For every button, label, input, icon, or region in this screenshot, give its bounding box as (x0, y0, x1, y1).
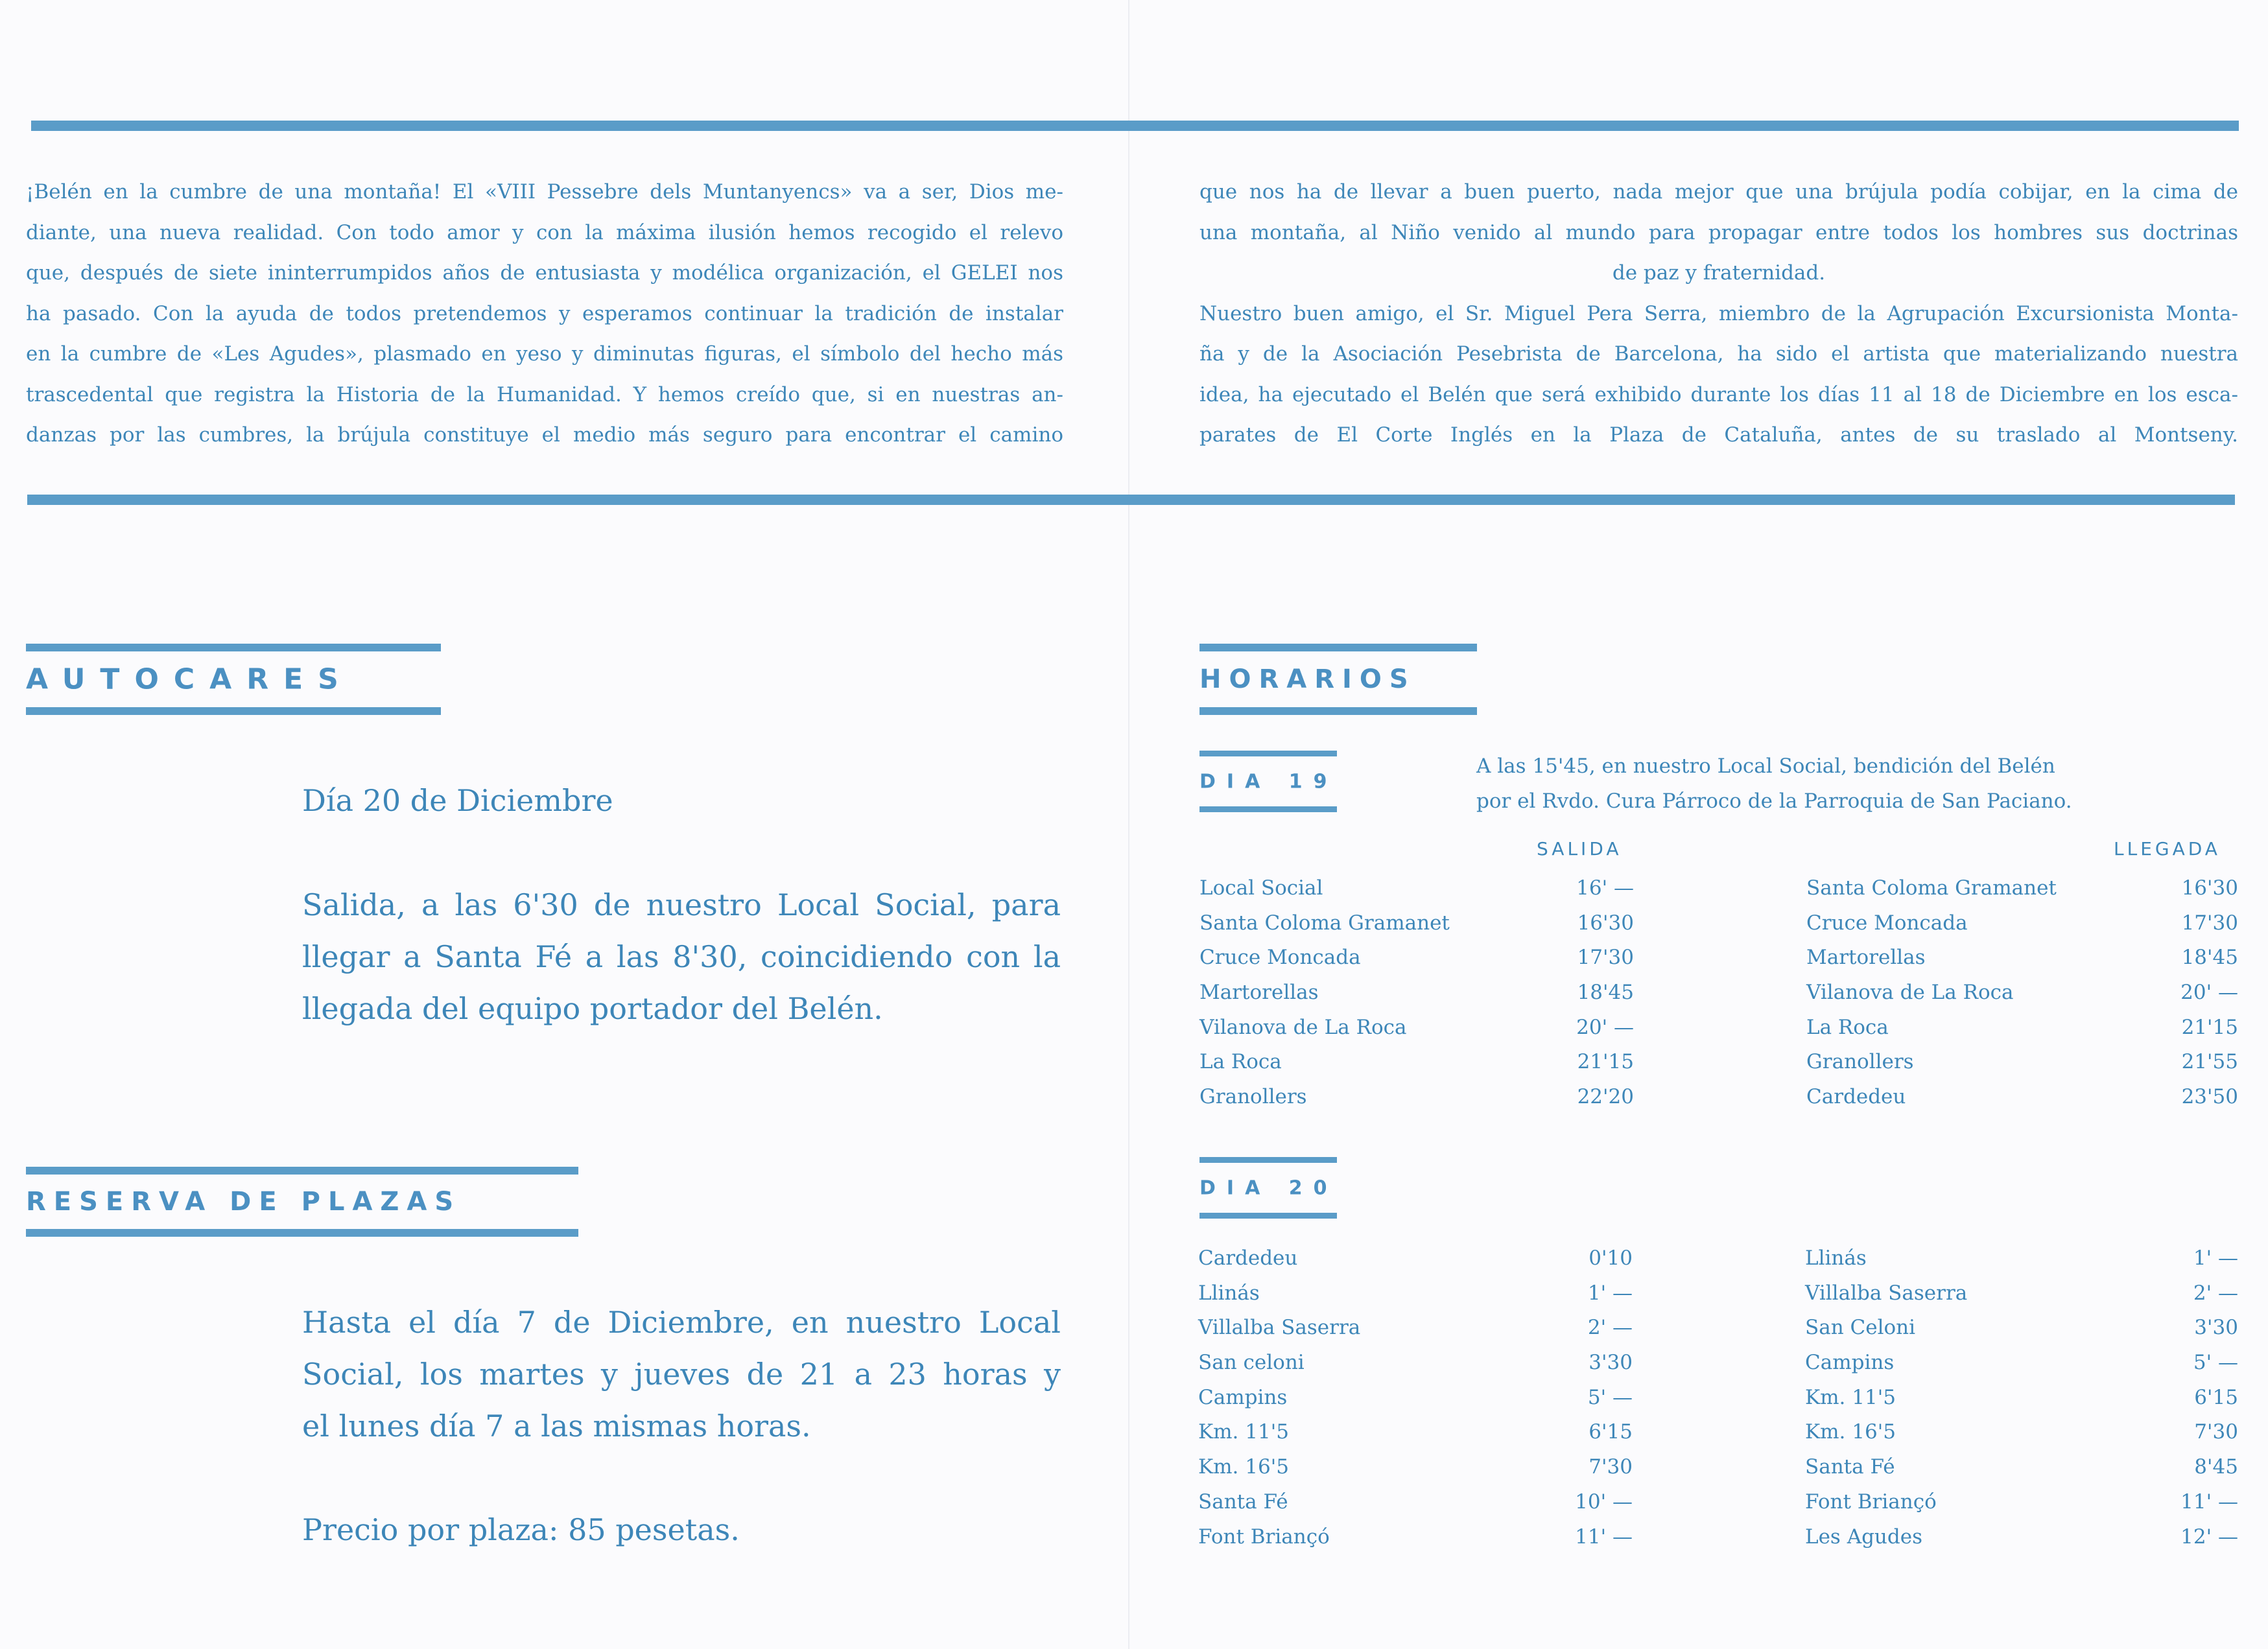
dia20-salida-place: Km. 11'5 (1198, 1420, 1289, 1444)
dia20-salida-time: 10' — (1575, 1490, 1633, 1514)
dia20-salida-row (1198, 1484, 1633, 1519)
reserva-heading-text: RESERVA DE PLAZAS (26, 1187, 462, 1217)
dia20-llegada-time: 7'30 (2194, 1420, 2238, 1444)
dia19-llegada-time: 21'15 (2181, 1015, 2238, 1039)
dia20-label (1199, 1157, 1337, 1219)
dia20-llegada-row (1805, 1519, 2238, 1554)
intro-left-line-3: que, después de siete ininterrumpidos años de entusiasta y modélica organización, el GELEI nos (26, 261, 1063, 285)
middle-rule (27, 495, 2235, 505)
intro-right-line-1: que nos ha de llevar a buen puerto, nada mejor que una brújula podía cobijar, en la cima de (1199, 180, 2238, 204)
dia20-llegada-place: Font Briançó (1805, 1490, 1937, 1514)
dia19-salida-place: Granollers (1199, 1085, 1307, 1109)
dia19-llegada-row (1806, 1079, 2238, 1114)
dia19-llegada-place: Santa Coloma Gramanet (1806, 876, 2057, 900)
llegada-column-header: LLEGADA (2114, 838, 2221, 860)
dia20-salida-row (1198, 1241, 1633, 1276)
dia19-salida-row (1199, 1010, 1634, 1045)
dia19-llegada-place: Cruce Moncada (1806, 911, 1968, 935)
dia19-salida-row (1199, 906, 1634, 941)
dia20-llegada-place: Km. 11'5 (1805, 1385, 1896, 1409)
dia19-salida-place: Local Social (1199, 876, 1323, 900)
dia20-salida-place: Villalba Saserra (1198, 1316, 1361, 1340)
dia20-llegada-place: San Celoni (1805, 1316, 1916, 1340)
dia20-salida-time: 11' — (1575, 1525, 1633, 1549)
dia20-llegada-time: 3'30 (2194, 1316, 2238, 1340)
reserva-text-line-1: Hasta el día 7 de Diciembre, en nuestro Local (302, 1305, 1061, 1340)
dia19-salida-time: 21'15 (1577, 1050, 1634, 1074)
dia19-llegada-place: Martorellas (1806, 946, 1926, 970)
intro-right-line-2: una montaña, al Niño venido al mundo para propagar entre todos los hombres sus doctrinas (1199, 220, 2238, 244)
dia20-llegada-time: 6'15 (2194, 1385, 2238, 1409)
dia20-salida-time: 0'10 (1589, 1246, 1633, 1270)
dia20-llegada-place: Km. 16'5 (1805, 1420, 1896, 1444)
dia20-llegada-time: 8'45 (2194, 1455, 2238, 1479)
dia19-llegada-place: Vilanova de La Roca (1806, 981, 2014, 1005)
dia19-label (1199, 751, 1337, 812)
dia19-llegada-row (1806, 1010, 2238, 1045)
dia19-salida-row (1199, 975, 1634, 1010)
salida-column-header: SALIDA (1537, 838, 1622, 860)
autocares-heading-text: AUTOCARES (26, 662, 353, 696)
dia19-llegada-time: 18'45 (2181, 946, 2238, 970)
dia19-salida-row (1199, 1079, 1634, 1114)
dia19-salida-row (1199, 871, 1634, 906)
dia20-llegada-row (1805, 1380, 2238, 1415)
dia19-salida-place: Vilanova de La Roca (1199, 1015, 1407, 1039)
dia20-llegada-row (1805, 1310, 2238, 1345)
dia20-llegada-place: Campins (1805, 1351, 1895, 1375)
reserva-text-line-3: el lunes día 7 a las mismas horas. (302, 1409, 811, 1444)
dia20-salida-time: 6'15 (1589, 1420, 1633, 1444)
dia20-salida-row (1198, 1380, 1633, 1415)
intro-left-line-6: trascedental que registra la Historia de la Humanidad. Y hemos creído que, si en nuestras an- (26, 382, 1063, 406)
intro-left-line-1: ¡Belén en la cumbre de una montaña! El «VIII Pessebre dels Muntanyencs» va a ser, Dios me- (26, 180, 1063, 204)
dia19-llegada-place: La Roca (1806, 1015, 1889, 1039)
reserva-text (302, 1296, 1061, 1452)
autocares-text-line-2: llegar a Santa Fé a las 8'30, coincidiendo con la (302, 939, 1061, 974)
dia20-llegada-place: Les Agudes (1805, 1525, 1922, 1549)
reserva-heading (26, 1167, 578, 1237)
dia20-llegada-time: 1' — (2193, 1246, 2238, 1270)
dia20-salida-time: 2' — (1587, 1316, 1633, 1340)
autocares-heading (26, 644, 441, 715)
dia20-salida-place: Santa Fé (1198, 1490, 1288, 1514)
reserva-text-line-2: Social, los martes y jueves de 21 a 23 horas y (302, 1357, 1061, 1392)
dia19-llegada-place: Granollers (1806, 1050, 1914, 1074)
dia19-llegada-row (1806, 906, 2238, 941)
dia20-llegada-row (1805, 1414, 2238, 1449)
intro-right-paragraph (1199, 172, 2238, 456)
dia20-salida-row (1198, 1414, 1633, 1449)
dia20-llegada-row (1805, 1241, 2238, 1276)
horarios-heading (1199, 644, 1477, 715)
intro-left-line-4: ha pasado. Con la ayuda de todos pretendemos y esperamos continuar la tradición de instalar (26, 301, 1063, 325)
dia19-salida-place: La Roca (1199, 1050, 1282, 1074)
dia19-llegada-row (1806, 975, 2238, 1010)
dia20-llegada-list (1805, 1241, 2238, 1554)
dia20-salida-row (1198, 1276, 1633, 1311)
dia19-llegada-time: 23'50 (2181, 1085, 2238, 1109)
intro-right-line-6: idea, ha ejecutado el Belén que será exhibido durante los días 11 al 18 de Diciembre en los esca- (1199, 382, 2238, 406)
dia20-salida-row (1198, 1519, 1633, 1554)
dia20-salida-place: Cardedeu (1198, 1246, 1298, 1270)
dia20-llegada-time: 2' — (2193, 1281, 2238, 1305)
dia20-llegada-time: 11' — (2180, 1490, 2238, 1514)
dia20-llegada-row (1805, 1449, 2238, 1484)
autocares-text-line-3: llegada del equipo portador del Belén. (302, 991, 883, 1026)
page-fold (1128, 0, 1129, 1649)
intro-right-line-7: parates de El Corte Inglés en la Plaza de Cataluña, antes de su traslado al Montseny. (1199, 423, 2238, 447)
autocares-text (302, 879, 1061, 1035)
dia20-llegada-time: 5' — (2193, 1351, 2238, 1375)
dia19-salida-time: 16' — (1576, 876, 1634, 900)
dia20-llegada-place: Villalba Saserra (1805, 1281, 1968, 1305)
dia19-note-line-1: A las 15'45, en nuestro Local Social, bendición del Belén (1476, 754, 2055, 778)
dia20-salida-place: Llinás (1198, 1281, 1260, 1305)
dia19-llegada-time: 20' — (2180, 981, 2238, 1005)
intro-right-line-4: Nuestro buen amigo, el Sr. Miguel Pera Serra, miembro de la Agrupación Excursionista Monta- (1199, 301, 2238, 325)
dia19-salida-time: 20' — (1576, 1015, 1634, 1039)
intro-left-line-5: en la cumbre de «Les Agudes», plasmado en yeso y diminutas figuras, el símbolo del hecho más (26, 342, 1063, 366)
dia20-llegada-place: Llinás (1805, 1246, 1867, 1270)
horarios-heading-text: HORARIOS (1199, 664, 1416, 694)
dia19-salida-row (1199, 1044, 1634, 1079)
dia19-salida-row (1199, 940, 1634, 975)
dia19-salida-time: 22'20 (1577, 1085, 1634, 1109)
dia20-salida-place: San celoni (1198, 1351, 1305, 1375)
dia20-salida-time: 3'30 (1589, 1351, 1633, 1375)
dia20-salida-place: Campins (1198, 1385, 1288, 1409)
dia20-llegada-row (1805, 1345, 2238, 1380)
dia20-llegada-time: 12' — (2180, 1525, 2238, 1549)
dia20-salida-time: 1' — (1587, 1281, 1633, 1305)
dia20-salida-row (1198, 1310, 1633, 1345)
dia19-llegada-row (1806, 1044, 2238, 1079)
dia19-llegada-place: Cardedeu (1806, 1085, 1906, 1109)
dia19-llegada-time: 16'30 (2181, 876, 2238, 900)
intro-left-line-2: diante, una nueva realidad. Con todo amor y con la máxima ilusión hemos recogido el relevo (26, 220, 1063, 244)
dia19-llegada-list (1806, 871, 2238, 1114)
dia19-salida-place: Martorellas (1199, 981, 1319, 1005)
dia20-salida-row (1198, 1345, 1633, 1380)
dia19-llegada-row (1806, 871, 2238, 906)
dia20-salida-row (1198, 1449, 1633, 1484)
dia19-note-line-2: por el Rvdo. Cura Párroco de la Parroquia de San Paciano. (1476, 789, 2072, 813)
dia19-label-text: DIA 19 (1199, 770, 1338, 793)
dia20-salida-time: 5' — (1587, 1385, 1633, 1409)
dia20-salida-list (1198, 1241, 1633, 1554)
top-rule (31, 121, 2239, 131)
dia19-llegada-time: 17'30 (2181, 911, 2238, 935)
dia19-salida-time: 17'30 (1577, 946, 1634, 970)
dia19-salida-place: Cruce Moncada (1199, 946, 1361, 970)
intro-left-paragraph (26, 172, 1063, 456)
dia19-llegada-time: 21'55 (2181, 1050, 2238, 1074)
dia20-salida-time: 7'30 (1589, 1455, 1633, 1479)
dia20-salida-place: Font Briançó (1198, 1525, 1330, 1549)
intro-right-line-5: ña y de la Asociación Pesebrista de Barcelona, ha sido el artista que materializando nuestra (1199, 342, 2238, 366)
autocares-date: Día 20 de Diciembre (302, 783, 613, 818)
dia20-label-text: DIA 20 (1199, 1176, 1338, 1199)
dia20-llegada-place: Santa Fé (1805, 1455, 1895, 1479)
dia19-llegada-row (1806, 940, 2238, 975)
dia20-salida-place: Km. 16'5 (1198, 1455, 1289, 1479)
dia19-salida-time: 18'45 (1577, 981, 1634, 1005)
dia19-salida-place: Santa Coloma Gramanet (1199, 911, 1450, 935)
dia20-llegada-row (1805, 1276, 2238, 1311)
dia19-salida-list (1199, 871, 1634, 1114)
dia20-llegada-row (1805, 1484, 2238, 1519)
autocares-text-line-1: Salida, a las 6'30 de nuestro Local Social, para (302, 887, 1061, 922)
dia19-salida-time: 16'30 (1577, 911, 1634, 935)
intro-right-line-3: de paz y fraternidad. (1612, 261, 1826, 285)
intro-left-line-7: danzas por las cumbres, la brújula constituye el medio más seguro para encontrar el camino (26, 423, 1063, 447)
reserva-price: Precio por plaza: 85 pesetas. (302, 1512, 740, 1547)
